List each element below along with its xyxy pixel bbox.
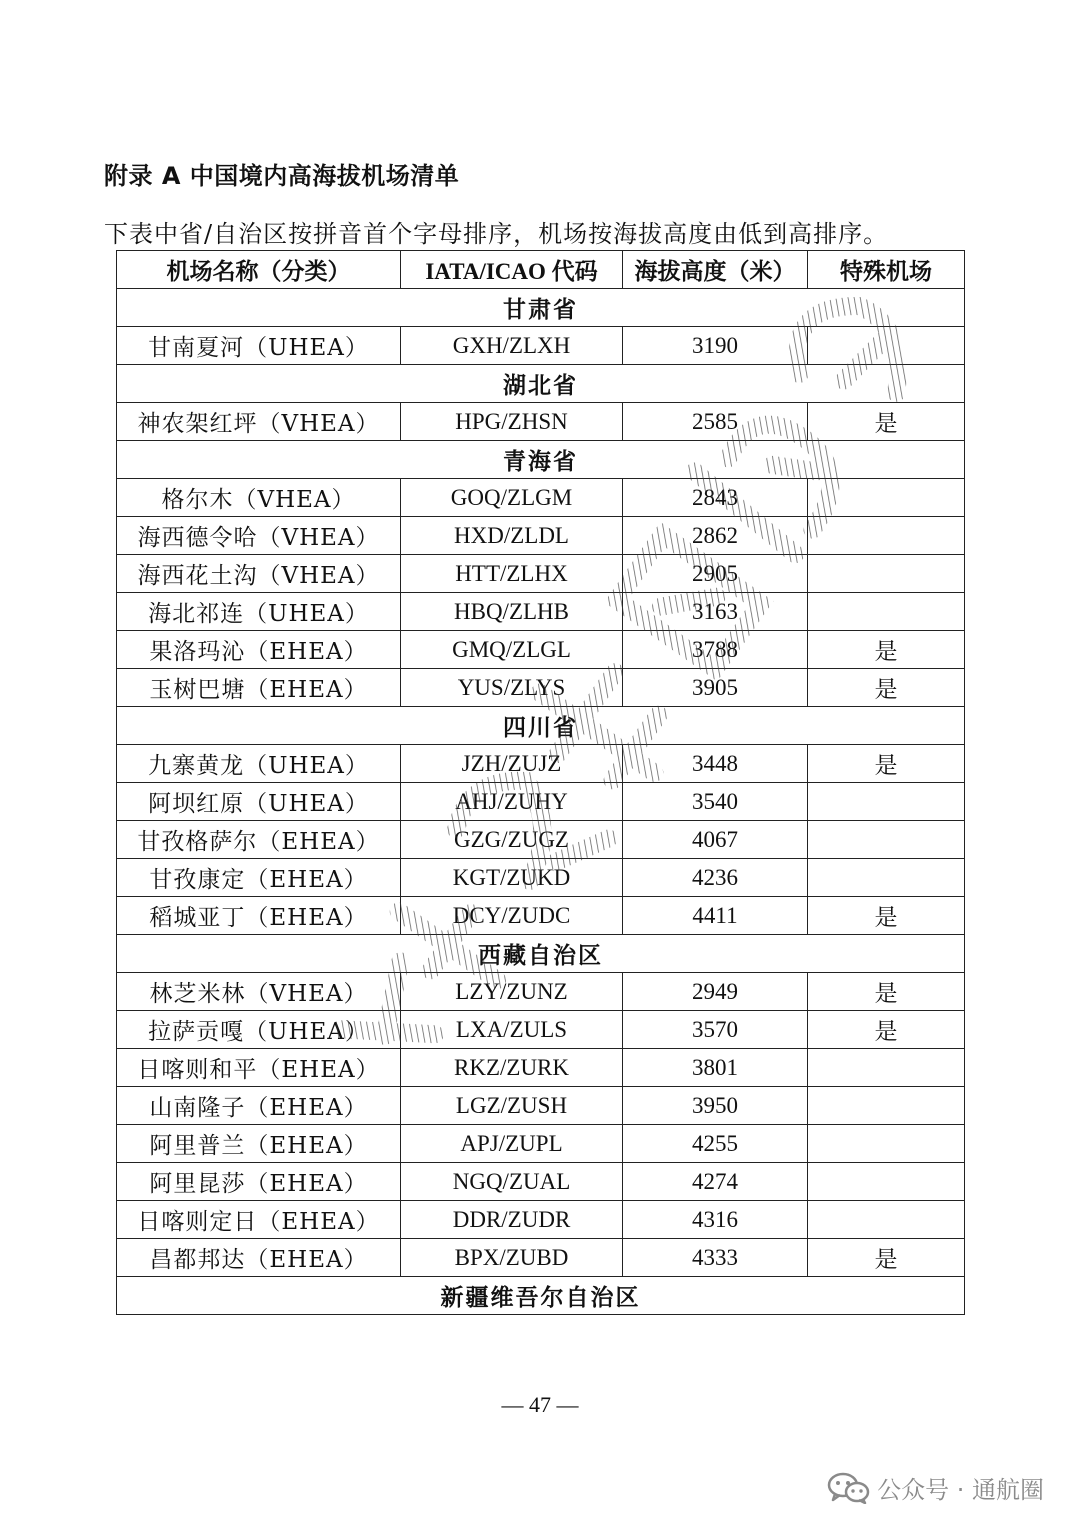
wechat-icon [827, 1472, 871, 1504]
airport-name-cell: 甘孜康定（EHEA） [117, 859, 401, 897]
table-header-row [117, 251, 965, 289]
page-number: — 47 — [501, 1392, 579, 1417]
table-row [117, 783, 965, 821]
table-row [117, 1239, 965, 1277]
province-name: 湖北省 [117, 365, 965, 403]
special-cell [808, 1049, 965, 1087]
elevation-cell: 2905 [623, 555, 808, 593]
table-row [117, 1011, 965, 1049]
airport-name-cell: 甘孜格萨尔（EHEA） [117, 821, 401, 859]
special-cell: 是 [808, 403, 965, 441]
province-row [117, 1277, 965, 1315]
airport-name-cell: 海西德令哈（VHEA） [117, 517, 401, 555]
elevation-cell: 3190 [623, 327, 808, 365]
elevation-cell: 4255 [623, 1125, 808, 1163]
appendix-heading: 附录 A 中国境内高海拔机场清单 [104, 162, 460, 190]
elevation-cell: 2862 [623, 517, 808, 555]
elevation-cell: 4067 [623, 821, 808, 859]
elevation-cell: 2843 [623, 479, 808, 517]
code-cell: DDR/ZUDR [401, 1201, 623, 1239]
elevation-cell: 2585 [623, 403, 808, 441]
province-row [117, 289, 965, 327]
special-cell [808, 1087, 965, 1125]
code-cell: KGT/ZUKD [401, 859, 623, 897]
airport-name-cell: 阿里昆莎（EHEA） [117, 1163, 401, 1201]
code-cell: DCY/ZUDC [401, 897, 623, 935]
table-row [117, 327, 965, 365]
airport-name-cell: 玉树巴塘（EHEA） [117, 669, 401, 707]
elevation-cell: 3540 [623, 783, 808, 821]
elevation-cell: 3788 [623, 631, 808, 669]
code-cell: HBQ/ZLHB [401, 593, 623, 631]
province-row [117, 707, 965, 745]
elevation-cell: 3570 [623, 1011, 808, 1049]
province-row [117, 441, 965, 479]
province-name: 四川省 [117, 707, 965, 745]
special-cell [808, 1125, 965, 1163]
header-airport-name: 机场名称（分类） [117, 251, 401, 289]
special-cell [808, 783, 965, 821]
special-cell [808, 1201, 965, 1239]
elevation-cell: 4411 [623, 897, 808, 935]
table-row [117, 593, 965, 631]
elevation-cell: 3905 [623, 669, 808, 707]
special-cell: 是 [808, 897, 965, 935]
special-cell: 是 [808, 631, 965, 669]
elevation-cell: 3950 [623, 1087, 808, 1125]
table-row [117, 1049, 965, 1087]
table-row [117, 631, 965, 669]
special-cell: 是 [808, 669, 965, 707]
table-row [117, 745, 965, 783]
code-cell: APJ/ZUPL [401, 1125, 623, 1163]
table-row [117, 821, 965, 859]
account-credit [827, 1470, 1044, 1505]
table-row [117, 479, 965, 517]
airport-name-cell: 阿里普兰（EHEA） [117, 1125, 401, 1163]
airport-name-cell: 海西花土沟（VHEA） [117, 555, 401, 593]
province-row [117, 935, 965, 973]
code-cell: GMQ/ZLGL [401, 631, 623, 669]
elevation-cell: 4274 [623, 1163, 808, 1201]
intro-text: 下表中省/自治区按拼音首个字母排序，机场按海拔高度由低到高排序。 [104, 220, 889, 248]
code-cell: AHJ/ZUHY [401, 783, 623, 821]
airport-name-cell: 阿坝红原（UHEA） [117, 783, 401, 821]
table-row [117, 517, 965, 555]
code-cell: JZH/ZUJZ [401, 745, 623, 783]
special-cell [808, 859, 965, 897]
code-cell: LZY/ZUNZ [401, 973, 623, 1011]
table-row [117, 973, 965, 1011]
special-cell: 是 [808, 1011, 965, 1049]
code-cell: HXD/ZLDL [401, 517, 623, 555]
table-row [117, 897, 965, 935]
airport-name-cell: 稻城亚丁（EHEA） [117, 897, 401, 935]
special-cell: 是 [808, 1239, 965, 1277]
airport-name-cell: 果洛玛沁（EHEA） [117, 631, 401, 669]
airport-table [116, 250, 965, 1315]
table-row [117, 1201, 965, 1239]
province-row [117, 365, 965, 403]
airport-name-cell: 甘南夏河（UHEA） [117, 327, 401, 365]
code-cell: GZG/ZUGZ [401, 821, 623, 859]
code-cell: YUS/ZLYS [401, 669, 623, 707]
table-row [117, 1087, 965, 1125]
special-cell: 是 [808, 745, 965, 783]
airport-name-cell: 神农架红坪（VHEA） [117, 403, 401, 441]
province-name: 新疆维吾尔自治区 [117, 1277, 965, 1315]
header-code: IATA/ICAO 代码 [401, 251, 623, 289]
elevation-cell: 4236 [623, 859, 808, 897]
credit-text: 公众号 · 通航圈 [877, 1476, 1044, 1504]
header-special: 特殊机场 [808, 251, 965, 289]
special-cell [808, 479, 965, 517]
airport-name-cell: 日喀则和平（EHEA） [117, 1049, 401, 1087]
airport-name-cell: 昌都邦达（EHEA） [117, 1239, 401, 1277]
table-row [117, 1125, 965, 1163]
code-cell: LGZ/ZUSH [401, 1087, 623, 1125]
elevation-cell: 3448 [623, 745, 808, 783]
airport-name-cell: 九寨黄龙（UHEA） [117, 745, 401, 783]
header-elevation: 海拔高度（米） [623, 251, 808, 289]
province-name: 青海省 [117, 441, 965, 479]
airport-name-cell: 山南隆子（EHEA） [117, 1087, 401, 1125]
airport-name-cell: 林芝米林（VHEA） [117, 973, 401, 1011]
airport-name-cell: 日喀则定日（EHEA） [117, 1201, 401, 1239]
airport-name-cell: 格尔木（VHEA） [117, 479, 401, 517]
elevation-cell: 4333 [623, 1239, 808, 1277]
code-cell: GOQ/ZLGM [401, 479, 623, 517]
special-cell: 是 [808, 973, 965, 1011]
code-cell: BPX/ZUBD [401, 1239, 623, 1277]
table-row [117, 859, 965, 897]
special-cell [808, 327, 965, 365]
elevation-cell: 4316 [623, 1201, 808, 1239]
elevation-cell: 3801 [623, 1049, 808, 1087]
code-cell: RKZ/ZURK [401, 1049, 623, 1087]
province-name: 甘肃省 [117, 289, 965, 327]
table-body [117, 289, 965, 1315]
table-row [117, 1163, 965, 1201]
table-row [117, 555, 965, 593]
special-cell [808, 593, 965, 631]
table-row [117, 669, 965, 707]
code-cell: LXA/ZULS [401, 1011, 623, 1049]
airport-name-cell: 海北祁连（UHEA） [117, 593, 401, 631]
code-cell: NGQ/ZUAL [401, 1163, 623, 1201]
code-cell: HPG/ZHSN [401, 403, 623, 441]
airport-name-cell: 拉萨贡嘎（UHEA） [117, 1011, 401, 1049]
special-cell [808, 517, 965, 555]
code-cell: HTT/ZLHX [401, 555, 623, 593]
special-cell [808, 1163, 965, 1201]
elevation-cell: 2949 [623, 973, 808, 1011]
table-row [117, 403, 965, 441]
special-cell [808, 821, 965, 859]
special-cell [808, 555, 965, 593]
code-cell: GXH/ZLXH [401, 327, 623, 365]
elevation-cell: 3163 [623, 593, 808, 631]
province-name: 西藏自治区 [117, 935, 965, 973]
